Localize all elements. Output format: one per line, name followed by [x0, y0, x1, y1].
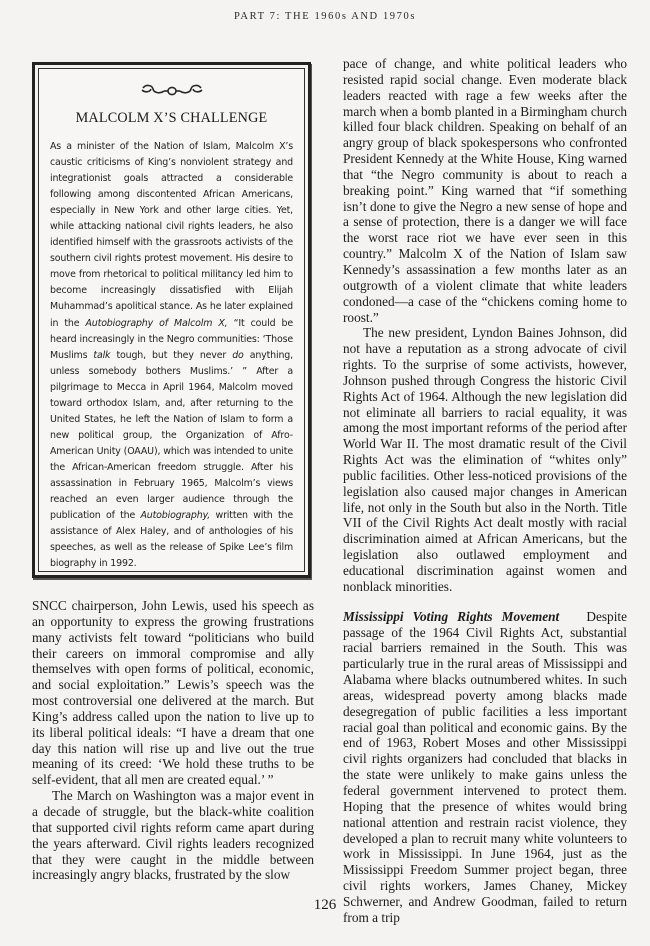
section-text: Despite passage of the 1964 Civil Rights Act, substantial racial barriers remained in the South. This was particularly true in the rural areas of Mississippi and Alabama where blacks outnumbered whites. In such areas, widespread poverty among blacks made desegregation of public facilities a less important racial goal than political and economic gains. By the end of 1963, Robert Moses and other Mississippi civil rights organizers had concluded that blacks in the state were unlikely to make gains unless the federal government intervened to protect them. Hoping that the presence of whites would bring national attention and restrain racist violence, they developed a plan to recruit many white volunteers to work in Mississippi. In June 1964, just as the Mississippi Freedom Summer project began, three civil rights workers, James Chaney, Mickey Schwerner, and Andrew Goodman, failed to return from a trip: [343, 608, 627, 925]
sidebar-paragraph: [50, 139, 293, 572]
left-column: [32, 598, 314, 883]
body-paragraph: SNCC chairperson, John Lewis, used his speech as an opportunity to express the growing frustrations many activists felt toward “politicians who build their careers on immoral compromise and ally themselves with open forms of political, economic, and social exploitation.” Lewis’s speech was the most controversial one delivered at the march. But King’s address called upon the nation to live up to its liberal political ideals: “I have a dream that one day this nation will rise up and live out the true meaning of its creed: ‘We hold these truths to be self-evident, that all men are created equal.’ ”: [32, 598, 314, 788]
sidebar-text: tough, but they never: [110, 349, 233, 361]
body-paragraph: pace of change, and white political leaders who resisted rapid social change. Even moderate black leaders reacted with rage a few weeks after the march when a bomb planted in a Birmingham church killed four black children. Speaking on behalf of an angry group of black spokespersons who confronted President Kennedy at the White House, King warned that “the Negro community is about to reach a breaking point.” King warned that “if something isn’t done to give the Negro a new sense of hope and a sense of protection, there is a danger we will face the worst race riot we have ever seen in this country.” Malcolm X of the Nation of Islam saw Kennedy’s assassination a few months later as an outgrowth of a violent climate that white leaders condoned—a case of the “chickens coming home to roost.”: [343, 56, 627, 325]
sidebar-box: [32, 62, 311, 578]
body-paragraph: The March on Washington was a major event in a decade of struggle, but the black-white coalition that supported civil rights reform came apart during the years afterward. Civil rights leaders recognized that they were caught in the middle between increasingly angry blacks, frustrated by the slow: [32, 788, 314, 883]
section-paragraph: [343, 609, 627, 926]
scroll-flourish-icon: [50, 83, 293, 99]
sidebar-inner-frame: [38, 68, 305, 572]
section-gap: [343, 595, 627, 609]
sidebar-title: MALCOLM X’S CHALLENGE: [75, 110, 268, 126]
right-column: [343, 56, 627, 926]
emphasis-do: do: [232, 349, 244, 361]
running-head: PART 7: THE 1960s AND 1970s: [233, 11, 417, 22]
book-title: Autobiography,: [140, 510, 211, 522]
page-number: 126: [313, 897, 337, 913]
sidebar-body: [50, 139, 293, 572]
sidebar-text: “It could be heard increasingly in the Negro communities: ‘Those Muslims: [50, 317, 293, 361]
sidebar-text: As a minister of the Nation of Islam, Malcolm X’s caustic criticisms of King’s nonviolent strategy and integrationist goals attracted a considerable following among discontented African Americans, especially in New York and other large cities. Yet, while attacking national civil rights leaders, he also identified himself with the grassroots activists of the southern civil rights protest movement. His desire to move from rhetorical to political militancy led him to become increasingly dissatisfied with Elijah Muhammad’s apolitical stance. As he later explained in the: [50, 141, 293, 329]
book-title: Autobiography of Malcolm X,: [85, 317, 228, 329]
sidebar-text: written with the assistance of Alex Haley, and of anthologies of his speeches, as well as the release of Spike Lee’s film biography in 1992.: [50, 510, 293, 570]
body-paragraph: The new president, Lyndon Baines Johnson, did not have a reputation as a strong advocate of civil rights. To the surprise of some activists, however, Johnson pushed through Congress the historic Civil Rights Act of 1964. Although the new legislation did not eliminate all barriers to racial equality, it was among the most important reforms of the period after World War II. The most dramatic result of the Civil Rights Act was the elimination of “whites only” public facilities. Other less-noticed provisions of the legislation also caused major changes in American life, not only in the South but also in the North. Title VII of the Civil Rights Act dealt mostly with racial discrimination aimed at African Americans, but the legislation also outlawed employment and educational discrimination against women and nonblack minorities.: [343, 325, 627, 594]
emphasis-talk: talk: [93, 349, 111, 361]
section-heading: Mississippi Voting Rights Movement: [343, 608, 560, 624]
sidebar-text: anything, unless somebody bothers Muslims.’ ” After a pilgrimage to Mecca in April 1964, Malcolm moved toward orthodox Islam, and, after returning to the United States, he left the Nation of Islam to form a new political group, the Organization of Afro-American Unity (OAAU), which was intended to unite the African-American freedom struggle. After his assassination in February 1965, Malcolm’s views reached an even larger audience through the publication of the: [50, 349, 293, 522]
